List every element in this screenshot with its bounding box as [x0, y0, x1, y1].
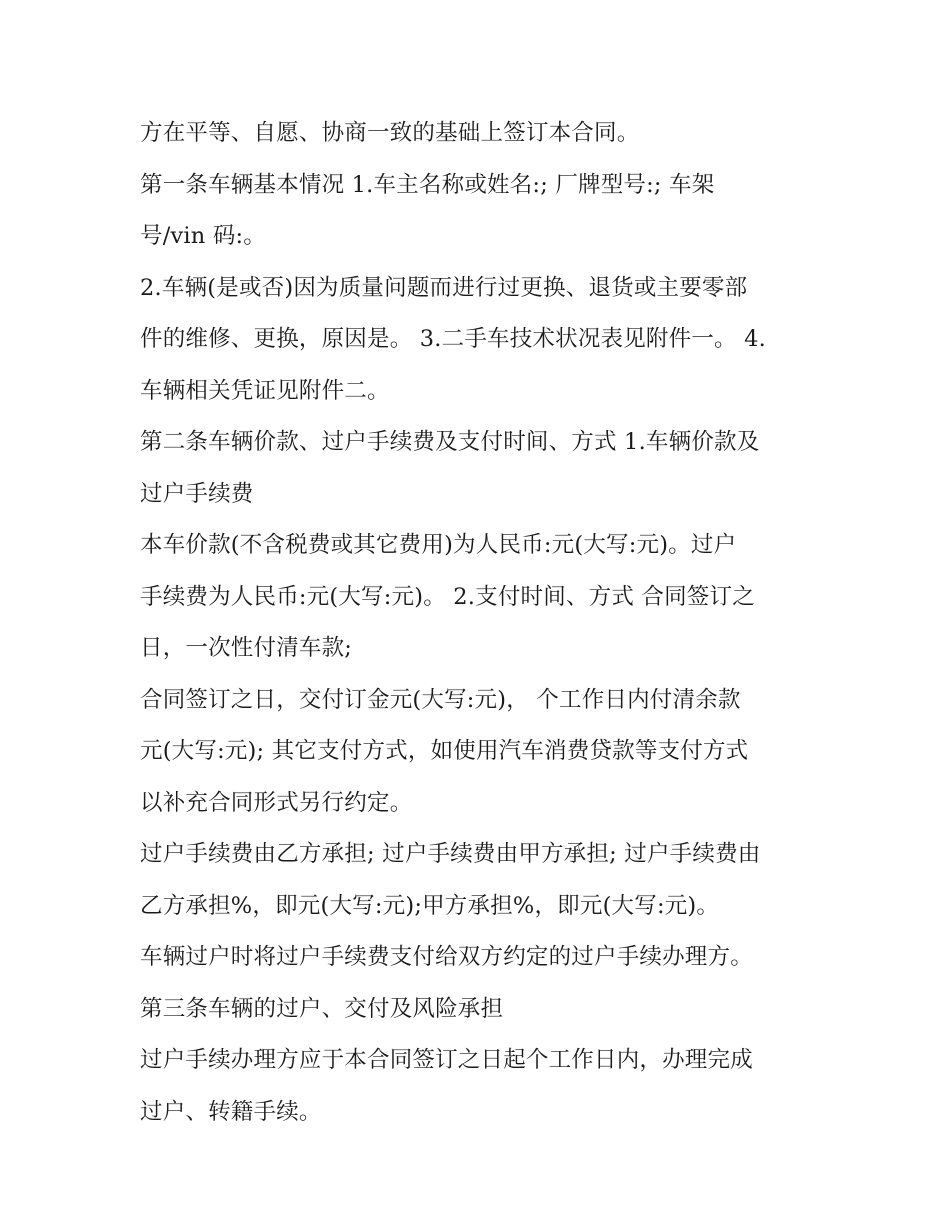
- text-line: 第二条车辆价款、过户手续费及支付时间、方式 1.车辆价款及: [140, 429, 760, 455]
- text-line: 第三条车辆的过户、交付及风险承担: [140, 995, 504, 1022]
- text-line: 乙方承担%，即元(大写:元);甲方承担%，即元(大写:元)。: [140, 892, 720, 919]
- text-line: 方在平等、自愿、协商一致的基础上签订本合同。: [140, 120, 640, 146]
- text-line: 日，一次性付清车款;: [140, 635, 353, 661]
- text-line: 本车价款(不含税费或其它费用)为人民币:元(大写:元)。过户: [140, 532, 737, 558]
- text-line: 第一条车辆基本情况 1.车主名称或姓名:; 厂牌型号:; 车架: [140, 171, 715, 198]
- text-line: 过户手续费由乙方承担; 过户手续费由甲方承担; 过户手续费由: [140, 841, 761, 867]
- text-line: 车辆相关凭证见附件二。: [140, 377, 390, 404]
- text-line: 号/vin 码:。: [140, 223, 267, 249]
- text-line: 以补充合同形式另行约定。: [140, 789, 413, 816]
- text-line: 过户手续费: [140, 480, 254, 507]
- text-line: 手续费为人民币:元(大写:元)。 2.支付时间、方式 合同签订之: [140, 583, 755, 610]
- text-line: 2.车辆(是或否)因为质量问题而进行过更换、退货或主要零部: [140, 274, 748, 301]
- text-line: 车辆过户时将过户手续费支付给双方约定的过户手续办理方。: [140, 944, 753, 970]
- text-line: 过户、转籍手续。: [140, 1098, 322, 1125]
- text-line: 合同签订之日，交付订金元(大写:元)， 个工作日内付清余款: [140, 686, 741, 713]
- text-line: 过户手续办理方应于本合同签订之日起个工作日内，办理完成: [140, 1047, 753, 1073]
- text-line: 元(大写:元); 其它支付方式，如使用汽车消费贷款等支付方式: [140, 738, 749, 764]
- text-line: 件的维修、更换，原因是。 3.二手车技术状况表见附件一。 4.: [140, 326, 766, 352]
